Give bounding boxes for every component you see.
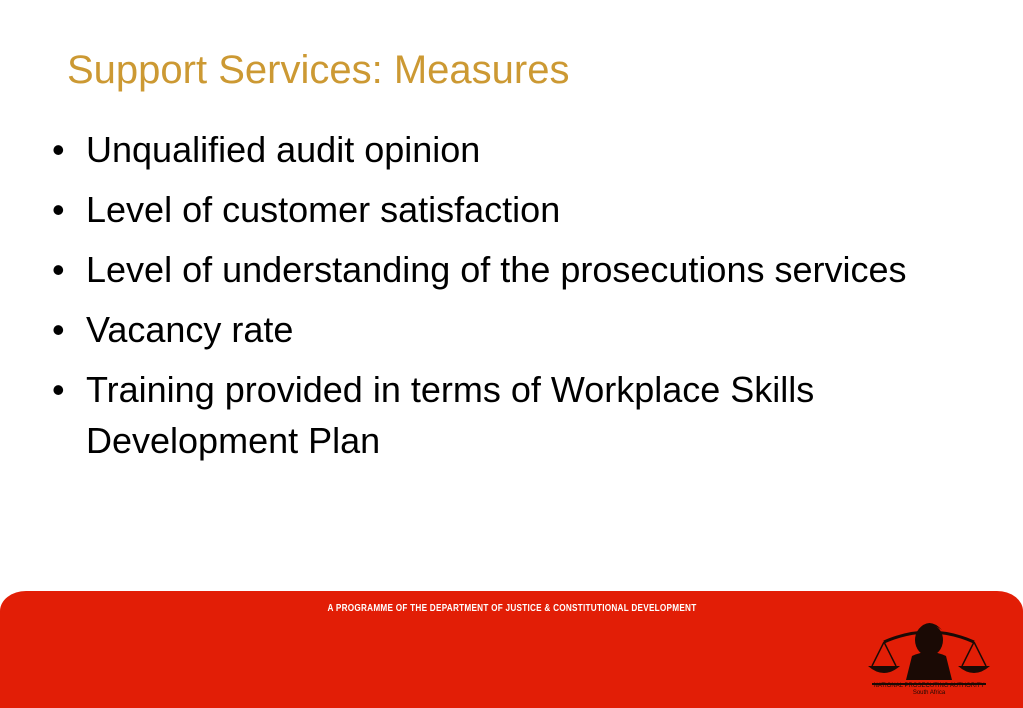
bullet-item xyxy=(52,124,952,175)
bullet-dot: • xyxy=(52,309,65,350)
bullet-item xyxy=(52,184,952,235)
bullet-text: Training provided in terms of Workplace Skills Development Plan xyxy=(86,369,815,461)
bullet-text: Level of customer satisfaction xyxy=(86,189,561,230)
bullet-dot: • xyxy=(52,249,65,290)
bullet-dot: • xyxy=(52,369,65,410)
bullet-item xyxy=(52,364,952,466)
bullet-item xyxy=(52,304,952,355)
bullet-text: Unqualified audit opinion xyxy=(86,129,481,170)
logo-name: NATIONAL PROSECUTING AUTHORITY xyxy=(873,683,985,689)
footer-programme-label: A PROGRAMME OF THE DEPARTMENT OF JUSTICE & CONSTITUTIONAL DEVELOPMENT xyxy=(327,603,696,614)
bullet-text: Level of understanding of the prosecutions services xyxy=(86,249,907,290)
bullet-dot: • xyxy=(52,129,65,170)
bullet-item xyxy=(52,244,952,295)
logo-caption xyxy=(856,683,1002,697)
bullet-text: Vacancy rate xyxy=(86,309,294,350)
bullet-list xyxy=(52,124,952,475)
logo-subtitle: South Africa xyxy=(912,690,946,696)
slide-title: Support Services: Measures xyxy=(67,48,570,92)
bullet-dot: • xyxy=(52,189,65,230)
